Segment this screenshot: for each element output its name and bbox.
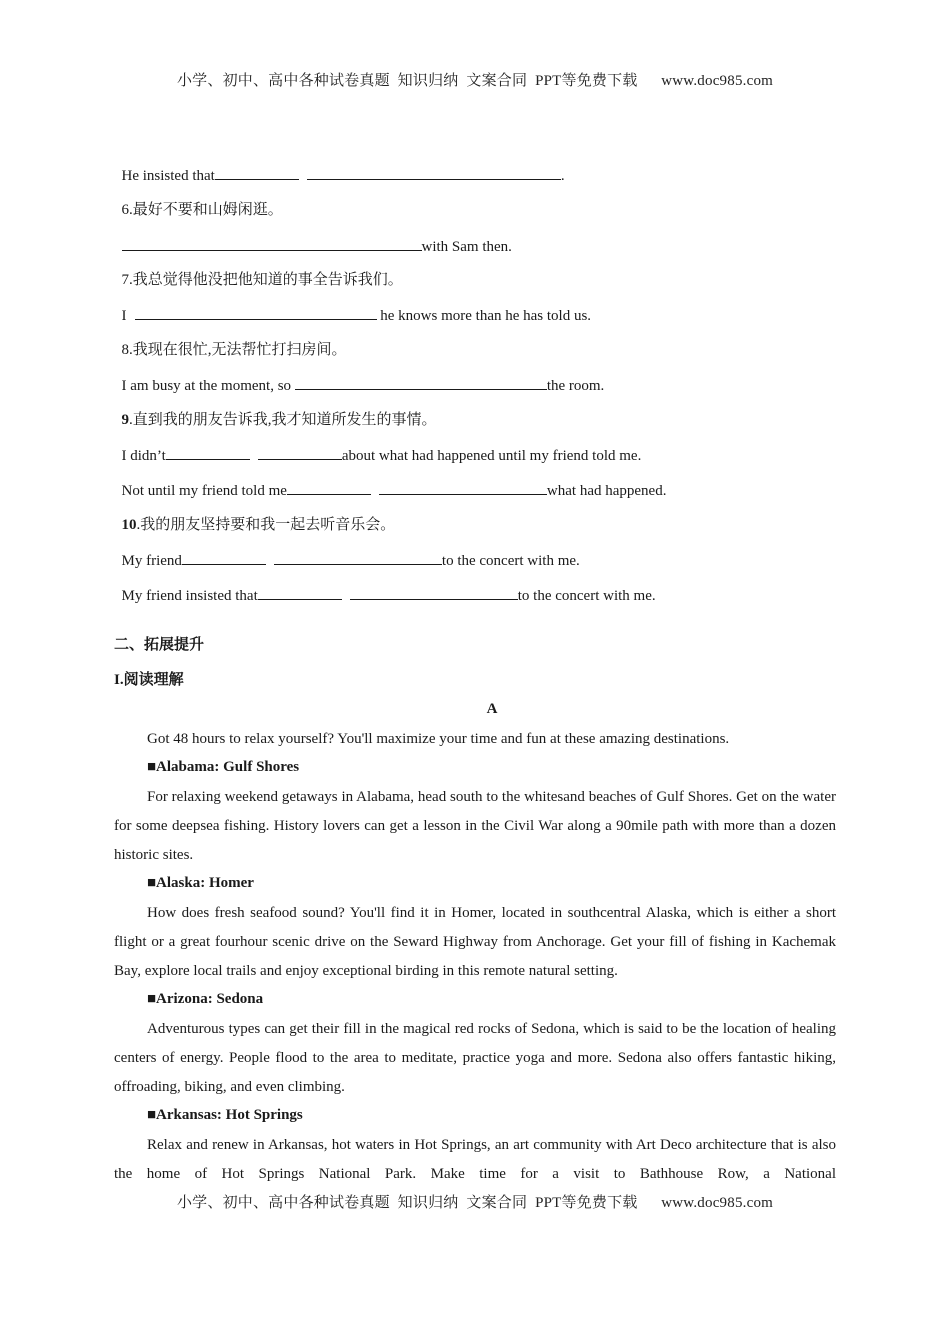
question-number: 8.	[121, 342, 133, 358]
question-number: 10	[121, 517, 137, 533]
question-chinese: 最好不要和山姆闲逛。	[132, 202, 283, 218]
answer-blank[interactable]	[379, 480, 547, 495]
sentence-text: My friend	[121, 553, 182, 569]
sentence-text: He insisted that	[121, 168, 215, 184]
destination-heading: ■Alaska: Homer	[147, 875, 254, 891]
page-header: 小学、初中、高中各种试卷真题 知识归纳 文案合同 PPT等免费下载 www.doc985.com	[176, 73, 774, 89]
question-7	[114, 250, 403, 290]
answer-blank[interactable]	[122, 236, 422, 251]
answer-blank[interactable]	[258, 445, 342, 460]
question-number: 6.	[121, 202, 133, 218]
sentence-text: I	[121, 308, 127, 324]
question-chinese: .我的朋友坚持要和我一起去听音乐会。	[136, 517, 396, 533]
answer-blank[interactable]	[182, 550, 266, 565]
answer-blank[interactable]	[307, 165, 561, 180]
exercise-line	[114, 565, 656, 606]
question-9	[114, 390, 437, 430]
sentence-text: .	[560, 168, 565, 184]
sentence-text: the room.	[546, 378, 605, 394]
question-chinese: 我总觉得他没把他知道的事全告诉我们。	[132, 272, 403, 288]
sentence-text: about what had happened until my friend told me.	[341, 448, 642, 464]
sentence-text: My friend insisted that	[121, 588, 258, 604]
question-chinese: .直到我的朋友告诉我,我才知道所发生的事情。	[129, 412, 437, 428]
destination-heading: ■Alabama: Gulf Shores	[147, 759, 300, 775]
section-title: 二、拓展提升	[114, 637, 205, 653]
destination-text: Relax and renew in Arkansas, hot waters in Hot Springs, an art community with Art Deco architecture that is also the home of Hot Springs National Park. Make time for a visit to Bathhouse Row, a National	[114, 1137, 836, 1182]
answer-blank[interactable]	[295, 375, 547, 390]
sentence-text: to the concert with me.	[517, 588, 656, 604]
destination-text: Adventurous types can get their fill in the magical red rocks of Sedona, which is said to be the location of healing centers of energy. People flood to the area to meditate, practice yoga and more. Sedona also offers fantastic hiking, offroading, biking, and even climbing.	[114, 1021, 836, 1095]
passage-label: A	[486, 701, 498, 717]
destination-text: How does fresh seafood sound? You'll find it in Homer, located in southcentral Alaska, which is either a short flight or a great fourhour scenic drive on the Seward Highway from Anchorage. Get your fill of fishing in Kachemak Bay, explore local trails and enjoy exceptional birding in this remote natural setting.	[114, 905, 836, 979]
sentence-text: I am busy at the moment, so	[121, 378, 295, 394]
sentence-text: I didn’t	[121, 448, 166, 464]
destination-heading: ■Arizona: Sedona	[147, 991, 264, 1007]
answer-blank[interactable]	[135, 305, 377, 320]
passage-intro: Got 48 hours to relax yourself? You'll maximize your time and fun at these amazing destinations.	[147, 731, 730, 747]
answer-blank[interactable]	[350, 585, 518, 600]
destination-text: For relaxing weekend getaways in Alabama, head south to the whitesand beaches of Gulf Shores. Get on the water for some deepsea fishing. History lovers can get a lesson in the Civil War along a 90mile path with more than a dozen historic sites.	[114, 789, 836, 863]
sentence-text: he knows more than he has told us.	[376, 308, 592, 324]
sentence-text: Not until my friend told me	[121, 483, 287, 499]
question-number: 7.	[121, 272, 133, 288]
sentence-text: what had happened.	[546, 483, 667, 499]
sentence-text: to the concert with me.	[441, 553, 580, 569]
answer-blank[interactable]	[215, 165, 299, 180]
question-8	[114, 320, 347, 360]
destination-heading: ■Arkansas: Hot Springs	[147, 1107, 303, 1123]
answer-blank[interactable]	[258, 585, 342, 600]
page-footer: 小学、初中、高中各种试卷真题 知识归纳 文案合同 PPT等免费下载 www.doc985.com	[176, 1195, 774, 1211]
sentence-text: with Sam then.	[421, 239, 512, 255]
question-6	[114, 180, 283, 220]
section-subtitle: I.阅读理解	[114, 672, 184, 688]
answer-blank[interactable]	[274, 550, 442, 565]
question-number: 9	[121, 412, 129, 428]
answer-blank[interactable]	[166, 445, 250, 460]
answer-blank[interactable]	[287, 480, 371, 495]
question-chinese: 我现在很忙,无法帮忙打扫房间。	[132, 342, 347, 358]
question-10	[114, 495, 395, 535]
